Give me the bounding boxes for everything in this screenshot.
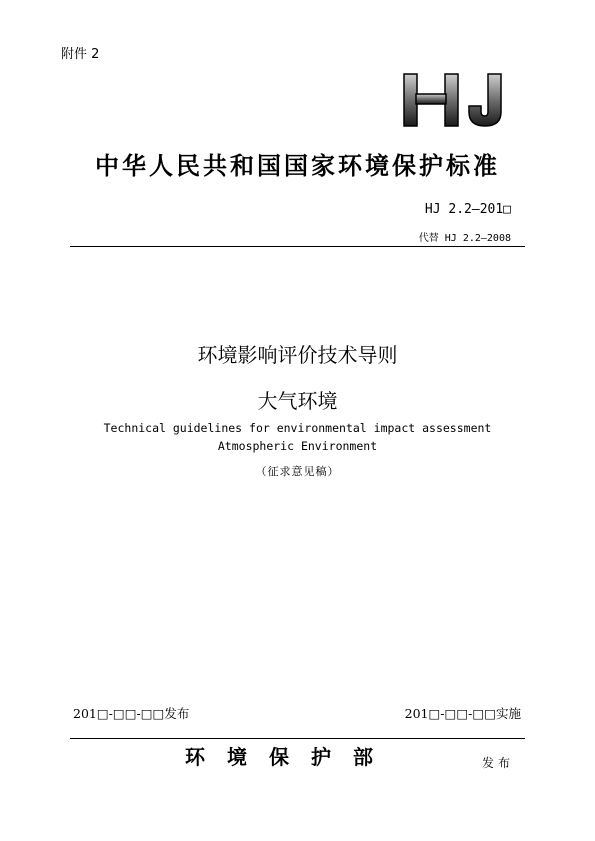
publish-label: 发布	[482, 756, 515, 770]
bottom-divider	[70, 738, 525, 739]
issuing-authority: 环境保护部	[185, 745, 395, 769]
replaces-note: 代替 HJ 2.2—2008	[418, 233, 511, 244]
hj-logo	[400, 68, 512, 132]
english-title-line1: Technical guidelines for environmental impact assessment	[103, 421, 492, 435]
chinese-title-line1: 环境影响评价技术导则	[197, 343, 398, 367]
english-title-line2: Atmospheric Environment	[217, 439, 378, 453]
implementation-date: 201□-□□-□□实施	[404, 706, 521, 721]
standard-title: 中华人民共和国国家环境保护标准	[95, 152, 500, 180]
chinese-title-line2: 大气环境	[257, 389, 338, 413]
draft-note: （征求意见稿）	[255, 465, 340, 478]
top-divider	[70, 246, 525, 247]
issue-date: 201□-□□-□□发布	[73, 706, 190, 721]
attachment-label: 附件 2	[61, 47, 100, 62]
standard-number: HJ 2.2—201□	[424, 202, 511, 217]
